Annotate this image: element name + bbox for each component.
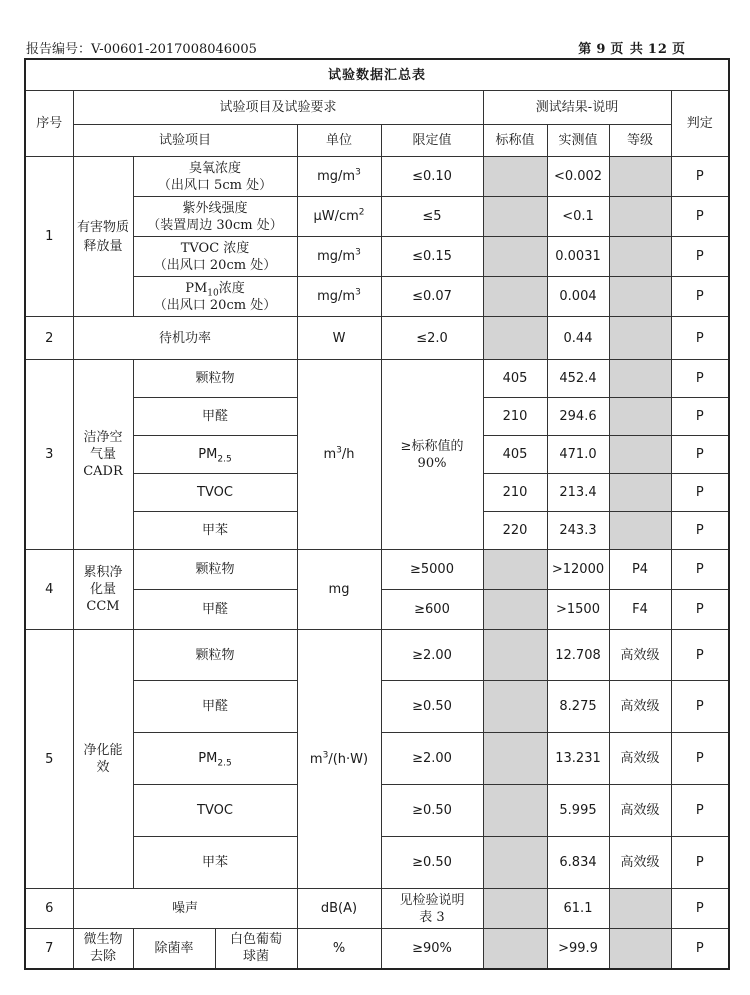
measured-cell: <0.1	[547, 197, 609, 237]
item-cell: 待机功率	[73, 317, 297, 360]
header-test-results: 测试结果-说明	[483, 91, 671, 125]
nominal-cell	[483, 889, 547, 929]
grade-cell: 高效级	[609, 785, 671, 837]
measured-cell: 6.834	[547, 837, 609, 889]
grade-cell	[609, 197, 671, 237]
grade-cell: 高效级	[609, 733, 671, 785]
measured-cell: 0.004	[547, 277, 609, 317]
measured-cell: 61.1	[547, 889, 609, 929]
item-cell: TVOC	[133, 474, 297, 512]
limit-cell: ≤0.07	[381, 277, 483, 317]
item-cell: 臭氧浓度 （出风口 5cm 处）	[133, 157, 297, 197]
unit-cell: $mg/m^3$	[297, 277, 381, 317]
grade-cell	[609, 157, 671, 197]
limit-cell: 见检验说明 表 3	[381, 889, 483, 929]
nominal-cell: 405	[483, 436, 547, 474]
item-cell: $PM_{2.5}$	[133, 436, 297, 474]
nominal-cell	[483, 733, 547, 785]
judge-cell: P	[671, 398, 729, 436]
judge-cell: P	[671, 889, 729, 929]
judge-cell: P	[671, 630, 729, 681]
grade-cell: 高效级	[609, 837, 671, 889]
grade-cell: P4	[609, 550, 671, 590]
unit-cell: $mg/m^3$	[297, 237, 381, 277]
table-row	[25, 317, 729, 360]
limit-cell: ≥0.50	[381, 785, 483, 837]
item-cell: 甲苯	[133, 512, 297, 550]
nominal-cell	[483, 197, 547, 237]
test-data-summary-table	[24, 58, 730, 970]
limit-cell: ≥90%	[381, 929, 483, 969]
judge-cell: P	[671, 590, 729, 630]
grade-cell	[609, 474, 671, 512]
judge-cell: P	[671, 317, 729, 360]
measured-cell: 12.708	[547, 630, 609, 681]
judge-cell: P	[671, 785, 729, 837]
item-cell: 噪声	[73, 889, 297, 929]
table-row	[25, 929, 729, 969]
table-row	[25, 550, 729, 590]
unit-cell: dB(A)	[297, 889, 381, 929]
item-cell: 颗粒物	[133, 550, 297, 590]
page-header	[24, 36, 726, 56]
nominal-cell: 210	[483, 398, 547, 436]
grade-cell	[609, 512, 671, 550]
unit-cell: mg	[297, 550, 381, 630]
grade-cell: F4	[609, 590, 671, 630]
measured-cell: 8.275	[547, 681, 609, 733]
table-row	[25, 360, 729, 398]
nominal-cell	[483, 681, 547, 733]
seq-cell: 7	[25, 929, 73, 969]
judge-cell: P	[671, 277, 729, 317]
unit-cell: $m^3/(h\cdot W)$	[297, 630, 381, 889]
unit-cell: %	[297, 929, 381, 969]
limit-cell: ≥2.00	[381, 733, 483, 785]
table-title: 试验数据汇总表	[25, 59, 729, 91]
grade-cell: 高效级	[609, 630, 671, 681]
measured-cell: 13.231	[547, 733, 609, 785]
item-cell: 除菌率	[133, 929, 215, 969]
header-items-requirements: 试验项目及试验要求	[73, 91, 483, 125]
judge-cell: P	[671, 512, 729, 550]
nominal-cell	[483, 550, 547, 590]
limit-cell: ≤5	[381, 197, 483, 237]
measured-cell: 471.0	[547, 436, 609, 474]
seq-cell: 6	[25, 889, 73, 929]
seq-cell: 1	[25, 157, 73, 317]
measured-cell: 0.0031	[547, 237, 609, 277]
group-cell: 微生物 去除	[73, 929, 133, 969]
grade-cell	[609, 317, 671, 360]
judge-cell: P	[671, 157, 729, 197]
header-grade: 等级	[609, 125, 671, 157]
group-cell: 净化能 效	[73, 630, 133, 889]
header-judge: 判定	[671, 91, 729, 157]
seq-cell: 4	[25, 550, 73, 630]
judge-cell: P	[671, 681, 729, 733]
measured-cell: >1500	[547, 590, 609, 630]
measured-cell: 0.44	[547, 317, 609, 360]
limit-cell: ≥5000	[381, 550, 483, 590]
nominal-cell	[483, 317, 547, 360]
measured-cell: >99.9	[547, 929, 609, 969]
limit-cell: ≥0.50	[381, 837, 483, 889]
judge-cell: P	[671, 474, 729, 512]
header-seq: 序号	[25, 91, 73, 157]
unit-cell: $mg/m^3$	[297, 157, 381, 197]
unit-cell: $m^3/h$	[297, 360, 381, 550]
judge-cell: P	[671, 733, 729, 785]
item-cell: $PM_{2.5}$	[133, 733, 297, 785]
measured-cell: 213.4	[547, 474, 609, 512]
measured-cell: 243.3	[547, 512, 609, 550]
page-indicator: 第 9 页 共 12 页	[578, 42, 686, 57]
header-limit: 限定值	[381, 125, 483, 157]
seq-cell: 3	[25, 360, 73, 550]
nominal-cell	[483, 929, 547, 969]
judge-cell: P	[671, 837, 729, 889]
nominal-cell: 220	[483, 512, 547, 550]
limit-cell: ≤2.0	[381, 317, 483, 360]
table-row	[25, 630, 729, 681]
measured-cell: 5.995	[547, 785, 609, 837]
header-nominal: 标称值	[483, 125, 547, 157]
limit-cell: ≤0.10	[381, 157, 483, 197]
limit-cell: ≥0.50	[381, 681, 483, 733]
report-number: 报告编号：V-00601-2017008046005	[26, 42, 257, 57]
item-cell: 甲醛	[133, 681, 297, 733]
nominal-cell	[483, 630, 547, 681]
table-row	[25, 157, 729, 197]
item-cell: $PM_{10}$浓度 （出风口 20cm 处）	[133, 277, 297, 317]
grade-cell: 高效级	[609, 681, 671, 733]
grade-cell	[609, 398, 671, 436]
grade-cell	[609, 889, 671, 929]
limit-cell: ≤0.15	[381, 237, 483, 277]
measured-cell: >12000	[547, 550, 609, 590]
unit-cell: W	[297, 317, 381, 360]
measured-cell: <0.002	[547, 157, 609, 197]
grade-cell	[609, 436, 671, 474]
item-cell: 颗粒物	[133, 630, 297, 681]
nominal-cell: 210	[483, 474, 547, 512]
header-unit: 单位	[297, 125, 381, 157]
seq-cell: 2	[25, 317, 73, 360]
unit-cell: $\mu W/cm^2$	[297, 197, 381, 237]
seq-cell: 5	[25, 630, 73, 889]
limit-cell: ≥标称值的 90%	[381, 360, 483, 550]
judge-cell: P	[671, 929, 729, 969]
nominal-cell	[483, 785, 547, 837]
grade-cell	[609, 237, 671, 277]
header-measured: 实测值	[547, 125, 609, 157]
measured-cell: 452.4	[547, 360, 609, 398]
item-cell: 甲醛	[133, 398, 297, 436]
item-cell: 甲醛	[133, 590, 297, 630]
nominal-cell	[483, 837, 547, 889]
nominal-cell	[483, 237, 547, 277]
header-item: 试验项目	[73, 125, 297, 157]
group-cell: 有害物质释放量	[73, 157, 133, 317]
item-cell: 紫外线强度 （装置周边 30cm 处）	[133, 197, 297, 237]
limit-cell: ≥600	[381, 590, 483, 630]
group-cell: 洁净空 气量 CADR	[73, 360, 133, 550]
nominal-cell	[483, 277, 547, 317]
judge-cell: P	[671, 360, 729, 398]
limit-cell: ≥2.00	[381, 630, 483, 681]
judge-cell: P	[671, 197, 729, 237]
measured-cell: 294.6	[547, 398, 609, 436]
item-cell: TVOC 浓度 （出风口 20cm 处）	[133, 237, 297, 277]
judge-cell: P	[671, 550, 729, 590]
table-row	[25, 889, 729, 929]
nominal-cell: 405	[483, 360, 547, 398]
item-cell: 颗粒物	[133, 360, 297, 398]
grade-cell	[609, 360, 671, 398]
grade-cell	[609, 929, 671, 969]
judge-cell: P	[671, 436, 729, 474]
grade-cell	[609, 277, 671, 317]
nominal-cell	[483, 590, 547, 630]
item-cell: TVOC	[133, 785, 297, 837]
target-cell: 白色葡萄 球菌	[215, 929, 297, 969]
item-cell: 甲苯	[133, 837, 297, 889]
judge-cell: P	[671, 237, 729, 277]
group-cell: 累积净 化量 CCM	[73, 550, 133, 630]
nominal-cell	[483, 157, 547, 197]
